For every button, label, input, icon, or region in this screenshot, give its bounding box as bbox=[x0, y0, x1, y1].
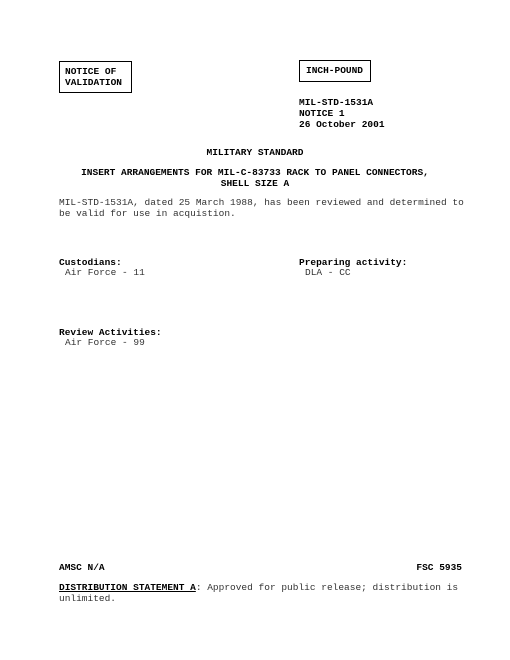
title-line-1: INSERT ARRANGEMENTS FOR MIL-C-83733 RACK TO PANEL CONNECTORS, bbox=[81, 167, 429, 178]
fsc-code: FSC 5935 bbox=[416, 562, 462, 573]
notice-number: NOTICE 1 bbox=[299, 108, 345, 119]
notice-date: 26 October 2001 bbox=[299, 119, 385, 130]
custodians-label: Custodians: bbox=[59, 257, 122, 268]
inch-pound-label: INCH-POUND bbox=[306, 65, 364, 76]
document-title bbox=[0, 167, 510, 189]
doc-id: MIL-STD-1531A bbox=[299, 97, 374, 108]
preparing-activity-label: Preparing activity: bbox=[299, 257, 408, 268]
validation-statement: MIL-STD-1531A, dated 25 March 1988, has been reviewed and determined to be valid for use in acquistion. bbox=[59, 197, 464, 219]
distribution-statement-label: DISTRIBUTION STATEMENT A bbox=[59, 582, 196, 593]
review-activities-label: Review Activities: bbox=[59, 327, 162, 338]
custodians-value: Air Force - 11 bbox=[65, 267, 145, 278]
standard-type: MILITARY STANDARD bbox=[206, 147, 304, 158]
document-identification bbox=[299, 97, 385, 130]
notice-of-validation-box bbox=[59, 61, 132, 93]
notice-box-line-1: NOTICE OF bbox=[65, 66, 117, 77]
distribution-statement bbox=[59, 582, 469, 604]
preparing-activity-value: DLA - CC bbox=[305, 267, 351, 278]
amsc-code: AMSC N/A bbox=[59, 562, 105, 573]
notice-box-line-2: VALIDATION bbox=[65, 77, 123, 88]
review-activities-value: Air Force - 99 bbox=[65, 337, 145, 348]
distribution-statement-text: : Approved for public release; distribution is unlimited. bbox=[59, 582, 459, 604]
inch-pound-box bbox=[299, 60, 371, 82]
title-line-2: SHELL SIZE A bbox=[220, 178, 290, 189]
